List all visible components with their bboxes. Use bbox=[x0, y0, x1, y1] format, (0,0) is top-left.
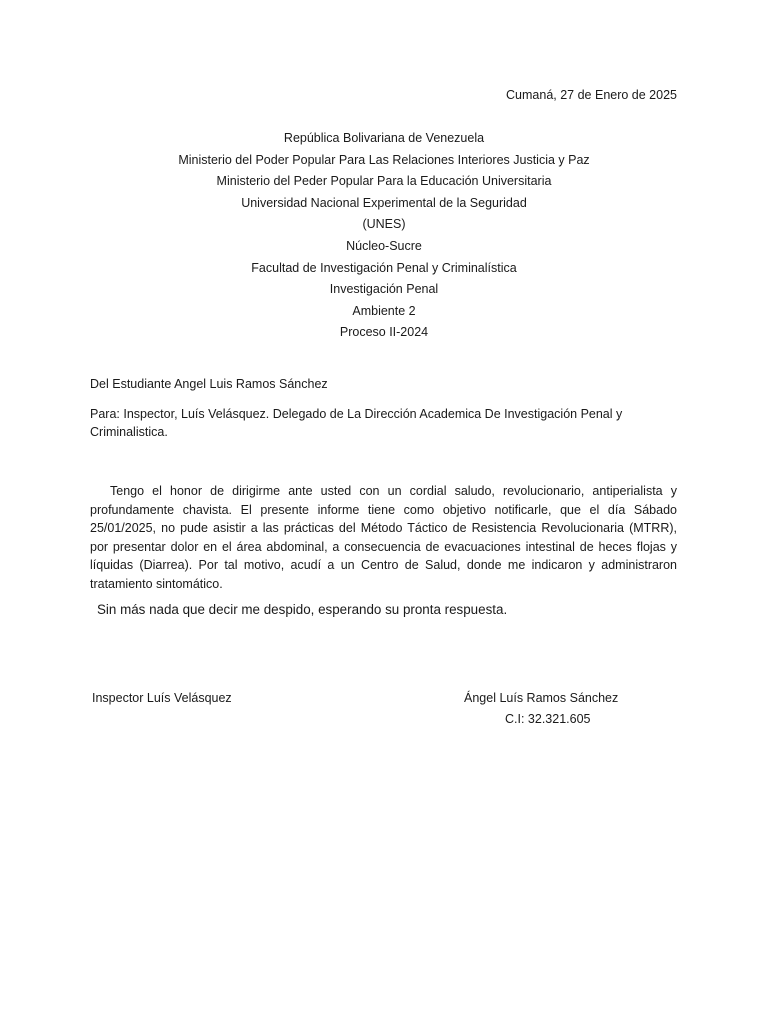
header-line-process: Proceso II-2024 bbox=[339, 325, 429, 340]
header-line-ministry-interior: Ministerio del Poder Popular Para Las Relaciones Interiores Justicia y Paz bbox=[178, 152, 590, 167]
signature-sender-id: C.I: 32.321.605 bbox=[505, 712, 591, 726]
header-line-university: Universidad Nacional Experimental de la Seguridad bbox=[241, 195, 527, 210]
header-line-ministry-education: Ministerio del Peder Popular Para la Educación Universitaria bbox=[216, 174, 552, 189]
institution-header bbox=[0, 130, 768, 346]
date-line: Cumaná, 27 de Enero de 2025 bbox=[506, 88, 677, 102]
signature-sender-name: Ángel Luís Ramos Sánchez bbox=[464, 691, 619, 705]
closing-line: Sin más nada que decir me despido, esperando su pronta respuesta. bbox=[97, 602, 508, 617]
sender-line: Del Estudiante Angel Luis Ramos Sánchez bbox=[90, 377, 328, 391]
header-line-ambient: Ambiente 2 bbox=[352, 303, 416, 318]
header-line-campus: Núcleo-Sucre bbox=[346, 238, 422, 253]
header-line-acronym: (UNES) bbox=[362, 217, 406, 232]
recipient-line: Para: Inspector, Luís Velásquez. Delegado de La Dirección Academica De Investigación Penal y Criminalistica. bbox=[90, 407, 623, 439]
header-line-program: Investigación Penal bbox=[329, 282, 439, 297]
header-line-republic: República Bolivariana de Venezuela bbox=[283, 131, 485, 145]
signature-recipient-name: Inspector Luís Velásquez bbox=[92, 691, 232, 705]
header-line-faculty: Facultad de Investigación Penal y Criminalística bbox=[251, 260, 517, 275]
body-paragraph: Tengo el honor de dirigirme ante usted con un cordial saludo, revolucionario, antiperialista y profundamente chavista. El presente informe tiene como objetivo notificarle, que el día Sábado 25/01/2025, no pude asistir a las prácticas del Método Táctico de Resistencia Revolucionaria (MTRR), por presentar dolor en el área abdominal, a consecuencia de evacuaciones intestinal de heces flojas y líquidas (Diarrea). Por tal motivo, acudí a un Centro de Salud, donde me indicaron y administraron tratamiento sintomático. bbox=[90, 484, 677, 591]
